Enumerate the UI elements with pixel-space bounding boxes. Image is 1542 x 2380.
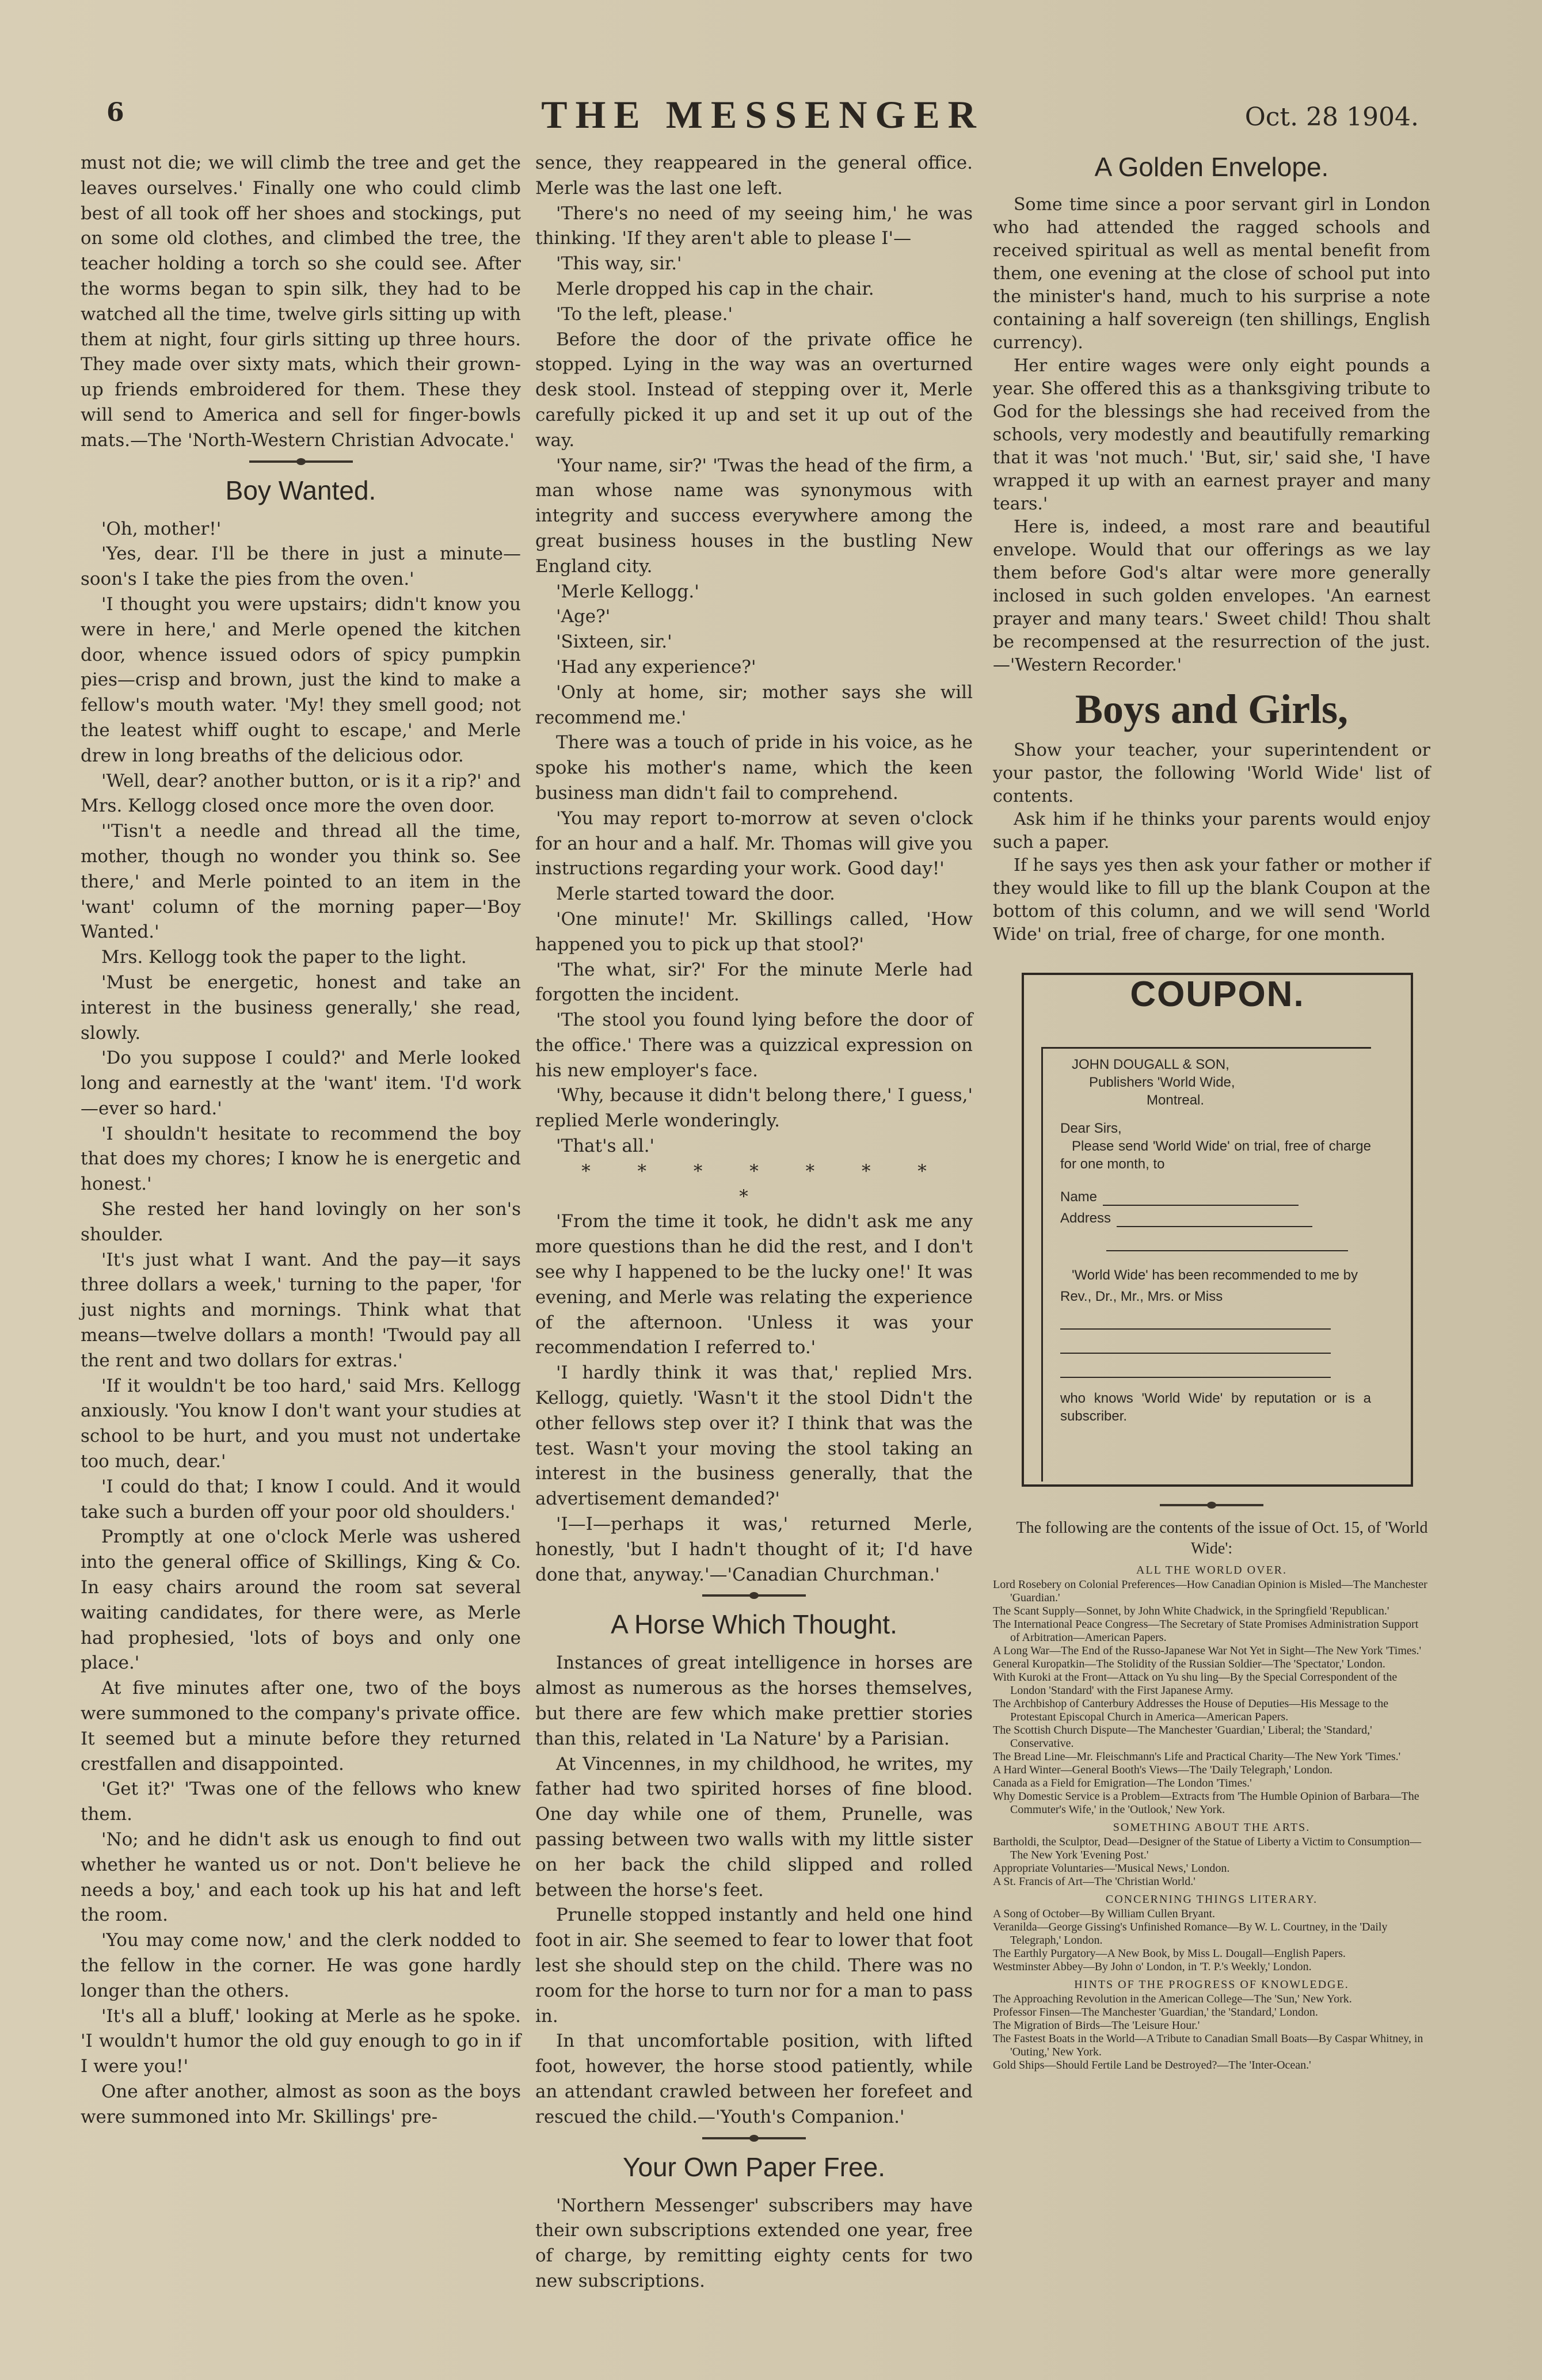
horse-title: A Horse Which Thought. xyxy=(611,1609,897,1640)
name-label: Name xyxy=(1060,1189,1098,1205)
paragraph: There was a touch of pride in his voice, as he spoke his mother's name, which the keen business man didn't fail to comprehend. xyxy=(535,732,973,804)
publisher-name: JOHN DOUGALL & SON, xyxy=(1072,1057,1229,1072)
divider xyxy=(702,2137,806,2139)
recommended-text: 'World Wide' has been recommended to me by xyxy=(1072,1267,1358,1283)
list-item: The Scottish Church Dispute—The Manchester 'Guardian,' Liberal; the 'Standard,' Conservative. xyxy=(993,1724,1372,1750)
list-item: Appropriate Voluntaries—'Musical News,' London. xyxy=(993,1862,1230,1875)
list-item: The Scant Supply—Sonnet, by John White Chadwick, in the Springfield 'Republican.' xyxy=(993,1605,1389,1617)
list-item: Why Domestic Service is a Problem—Extracts from 'The Humble Opinion of Barbara—The Commuter's Wife,' in the 'Outlook,' New York. xyxy=(993,1790,1419,1816)
paragraph: 'I shouldn't hesitate to recommend the boy that does my chores; I know he is energetic and honest.' xyxy=(81,1123,521,1195)
paragraph: At five minutes after one, two of the boys were summoned to the company's private office. It seemed but a minute before they returned crestfallen and disappointed. xyxy=(81,1678,521,1774)
list-item: Lord Rosebery on Colonial Preferences—How Canadian Opinion is Misled—The Manchester 'Guardian.' xyxy=(993,1578,1427,1604)
paragraph: In that uncomfortable position, with lifted foot, however, the horse stood patiently, while an attendant crawled between her forefeet and rescued the child.—'Youth's Companion.' xyxy=(535,2031,973,2127)
publisher-city: Montreal. xyxy=(1147,1092,1205,1108)
paragraph: Her entire wages were only eight pounds a year. She offered this as a thanksgiving tribute to God for the blessings she had received from the schools, very modestly and beautifully remarking that it was 'not much.' 'But, sir,' said she, 'I have wrapped it up with an earnest prayer and many tears.' xyxy=(993,356,1430,514)
reputation-text: who knows 'World Wide' by reputation or is a subscriber. xyxy=(1060,1391,1371,1424)
golden-envelope-title: A Golden Envelope. xyxy=(1094,152,1329,182)
column-3 xyxy=(993,151,1430,2072)
paragraph: 'No; and he didn't ask us enough to find out whether he wanted us or not. Don't believe he needs a boy,' and each took up his hat and left the room. xyxy=(81,1829,521,1926)
boy-wanted-text xyxy=(81,517,521,2130)
paragraph: Here is, indeed, a most rare and beautiful envelope. Would that our offerings as we lay them before God's altar were more generally inclosed in such golden envelopes. 'An earnest prayer and many tears.' Sweet child! Thou shalt be recompensed at the resurrection of the just.—'Western Recorder.' xyxy=(993,517,1430,675)
name-field[interactable] xyxy=(1060,1188,1371,1206)
paragraph: 'That's all.' xyxy=(556,1136,655,1157)
list-item: The Fastest Boats in the World—A Tribute to Canadian Small Boats—By Caspar Whitney, in 'Outing,' New York. xyxy=(993,2032,1423,2058)
paragraph: 'Only at home, sir; mother says she will recommend me.' xyxy=(535,681,973,728)
paragraph: 'Must be energetic, honest and take an interest in the business generally,' she read, slowly. xyxy=(81,972,521,1044)
list-item: The International Peace Congress—The Secretary of State Promises Administration Support of Arbitration—American Papers. xyxy=(993,1618,1419,1644)
paragraph: If he says yes then ask your father or mother if they would like to fill up the blank Coupon at the bottom of this column, and we will send 'World Wide' on trial, free of charge, for one month. xyxy=(993,855,1430,945)
page-header xyxy=(106,92,1419,138)
divider xyxy=(702,1594,806,1597)
paragraph: 'Had any experience?' xyxy=(556,656,756,677)
page-number: 6 xyxy=(106,98,124,127)
publisher-title: Publishers 'World Wide, xyxy=(1089,1075,1235,1090)
paragraph: 'Do you suppose I could?' and Merle looked long and earnestly at the 'want' item. 'I'd work—ever so hard.' xyxy=(81,1048,521,1119)
masthead: THE MESSENGER xyxy=(541,93,984,136)
column-1 xyxy=(81,151,521,2130)
paragraph: Prunelle stopped instantly and held one hind foot in air. She seemed to fear to lower that foot lest she should step on the child. There was no room for the horse to turn nor for a man to pass in. xyxy=(535,1905,973,2027)
paragraph: Ask him if he thinks your parents would enjoy such a paper. xyxy=(993,809,1430,852)
coupon-box xyxy=(1022,973,1413,1487)
paragraph: 'The stool you found lying before the door of the office.' There was a quizzical expression on his new employer's face. xyxy=(535,1010,973,1081)
paragraph: 'The what, sir?' For the minute Merle had forgotten the incident. xyxy=(535,959,973,1006)
address-line[interactable] xyxy=(1117,1213,1312,1227)
contents-heading: The following are the contents of the issue of Oct. 15, of 'World Wide': xyxy=(1016,1519,1428,1558)
request-text: Please send 'World Wide' on trial, free of charge for one month, to xyxy=(1060,1138,1371,1172)
paragraph: Merle started toward the door. xyxy=(556,884,835,905)
list-item: General Kuropatkin—The Stolidity of the Russian Soldier—The 'Spectator,' London. xyxy=(993,1658,1385,1670)
paragraph: 'Why, because it didn't belong there,' I guess,' replied Merle wonderingly. xyxy=(535,1085,973,1132)
list-item: Gold Ships—Should Fertile Land be Destroyed?—The 'Inter-Ocean.' xyxy=(993,2059,1311,2071)
list-item: The Migration of Birds—The 'Leisure Hour.' xyxy=(993,2019,1200,2032)
section-title: CONCERNING THINGS LITERARY. xyxy=(1105,1893,1318,1906)
paragraph: 'Oh, mother!' xyxy=(101,518,222,539)
list-item: A Long War—The End of the Russo-Japanese War Not Yet in Sight—The New York 'Times.' xyxy=(993,1644,1422,1657)
recommender-line-2[interactable] xyxy=(1060,1330,1331,1354)
paragraph: 'Yes, dear. I'll be there in just a minute—soon's I take the pies from the oven.' xyxy=(81,543,521,590)
list-item: Westminster Abbey—By John o' London, in 'T. P.'s Weekly,' London. xyxy=(993,1960,1312,1973)
paragraph: 'To the left, please.' xyxy=(556,303,733,325)
list-item: The Earthly Purgatory—A New Book, by Miss L. Dougall—English Papers. xyxy=(993,1947,1346,1960)
paragraph: 'I hardly think it was that,' replied Mrs. Kellogg, quietly. 'Wasn't it the stool Didn't the other fellows step over it? I think that was the test. Wasn't your moving the stool taking an interest in the business generally, that the advertisement demanded?' xyxy=(535,1362,973,1510)
paragraph: sence, they reappeared in the general office. Merle was the last one left. xyxy=(535,153,973,199)
issue-date: Oct. 28 1904. xyxy=(1244,102,1419,132)
address-label: Address xyxy=(1060,1210,1111,1226)
list-item: A Song of October—By William Cullen Bryant. xyxy=(993,1907,1216,1920)
recommender-title: Rev., Dr., Mr., Mrs. or Miss xyxy=(1060,1289,1223,1304)
paragraph: 'Northern Messenger' subscribers may have their own subscriptions extended one year, free of charge, by remitting eighty cents for two new subscriptions. xyxy=(535,2195,973,2291)
paragraph: 'You may report to-morrow at seven o'clock for an hour and a half. Mr. Thomas will give you instructions regarding your work. Good day!' xyxy=(535,808,973,879)
list-item: With Kuroki at the Front—Attack on Yu shu ling—By the Special Correspondent of the London 'Standard' with the First Japanese Army. xyxy=(993,1671,1398,1697)
paragraph: 'There's no need of my seeing him,' he was thinking. 'If they aren't able to please I'— xyxy=(535,203,973,249)
paragraph: 'Age?' xyxy=(556,606,611,627)
address-field[interactable] xyxy=(1060,1209,1371,1227)
list-item: A Hard Winter—General Booth's Views—The 'Daily Telegraph,' London. xyxy=(993,1764,1333,1776)
paragraph: 'Merle Kellogg.' xyxy=(556,581,699,602)
paragraph: Show your teacher, your superintendent or your pastor, the following 'World Wide' list of contents. xyxy=(993,740,1430,806)
section-title: HINTS OF THE PROGRESS OF KNOWLEDGE. xyxy=(1074,1978,1349,1991)
paragraph: 'If it wouldn't be too hard,' said Mrs. Kellogg anxiously. 'You know I don't want your studies at school to be hurt, and you must not undertake too much, dear.' xyxy=(81,1375,521,1472)
coupon-title: COUPON. xyxy=(1130,974,1305,1014)
paragraph: 'This way, sir.' xyxy=(556,253,682,275)
list-item: The Approaching Revolution in the American College—The 'Sun,' New York. xyxy=(993,1993,1352,2005)
list-item: The Archbishop of Canterbury Addresses the House of Deputies—His Message to the Protestant Episcopal Church in America—American Papers. xyxy=(993,1697,1389,1723)
paragraph: Instances of great intelligence in horses are almost as numerous as the horses themselves, but there are few which make prettier stories than this, related in 'La Nature' by a Parisian. xyxy=(535,1652,973,1749)
salutation: Dear Sirs, xyxy=(1060,1121,1122,1136)
paragraph: 'It's all a bluff,' looking at Merle as he spoke. 'I wouldn't humor the old guy enough to go in if I were you!' xyxy=(81,2005,521,2077)
divider xyxy=(1160,1504,1263,1506)
column-2 xyxy=(535,151,973,2294)
section-title: ALL THE WORLD OVER. xyxy=(1136,1564,1288,1576)
paragraph: 'From the time it took, he didn't ask me any more questions than he did the rest, and I don't see why I happened to be the lucky one!' It was evening, and Merle was relating the experience of the afternoon. 'Unless it was your recommendation I referred to.' xyxy=(535,1211,973,1358)
paragraph: Promptly at one o'clock Merle was ushered into the general office of Skillings, King & Co. In easy chairs around the room sat several waiting candidates, for there were, as Merle had prophesied, 'lots of boys and only one place.' xyxy=(81,1526,521,1674)
paragraph: She rested her hand lovingly on her son's shoulder. xyxy=(81,1199,521,1245)
name-line[interactable] xyxy=(1103,1192,1299,1206)
paragraph: One after another, almost as soon as the boys were summoned into Mr. Skillings' pre- xyxy=(81,2081,521,2127)
paragraph: 'I thought you were upstairs; didn't know you were in here,' and Merle opened the kitchen door, whence issued odors of spicy pumpkin pies—crisp and brown, just the kind to make a fellow's mouth water. 'My! they smell good; not the leatest whiff ought to escape,' and Merle drew in long breaths of the delicious odor. xyxy=(81,593,521,766)
paragraph: Mrs. Kellogg took the paper to the light. xyxy=(101,947,467,968)
paragraph: At Vincennes, in my childhood, he writes, my father had two spirited horses of fine blood. One day while one of them, Prunelle, was passing between two walls with my little sister on her back the child slipped and rolled between the horse's feet. xyxy=(535,1753,973,1901)
list-item: Veranilda—George Gissing's Unfinished Romance—By W. L. Courtney, in the 'Daily Telegraph,' London. xyxy=(993,1921,1388,1947)
silk-story-end: must not die; we will climb the tree and get the leaves ourselves.' Finally one who could climb best of all took off her shoes and stockings, put on some old clothes, and climbed the tree, the teacher holding a torch so she could see. After the worms began to spin silk, they had to be watched all the time, twelve girls sitting up with them at night, four girls sitting up three hours. They made over sixty mats, which their grown-up friends embroidered for them. These they will send to America and sell for finger-bowls mats.—The 'North-Western Christian Advocate.' xyxy=(81,153,521,451)
free-paper-title: Your Own Paper Free. xyxy=(623,2151,885,2182)
list-item: A St. Francis of Art—The 'Christian World.' xyxy=(993,1875,1195,1888)
recommender-line-3[interactable] xyxy=(1060,1354,1331,1378)
paragraph: 'You may come now,' and the clerk nodded to the fellow in the corner. He was gone hardly longer than the others. xyxy=(81,1930,521,2001)
paragraph: Before the door of the private office he stopped. Lying in the way was an overturned desk stool. Instead of stepping over it, Merle carefully picked it up and set it up out of the way. xyxy=(535,329,973,451)
paragraph: 'One minute!' Mr. Skillings called, 'How happened you to pick up that stool?' xyxy=(535,908,973,955)
list-item: Bartholdi, the Sculptor, Dead—Designer of the Statue of Liberty a Victim to Consumption—The New York 'Evening Post.' xyxy=(993,1836,1422,1861)
coupon-form xyxy=(1041,1047,1371,1482)
paragraph: Some time since a poor servant girl in London who had attended the ragged schools and received spiritual as well as mental benefit from them, one evening at the close of school put into the minister's hand, much to his surprise a note containing a half sovereign (ten shillings, English currency). xyxy=(993,195,1430,353)
paragraph: 'I—I—perhaps it was,' returned Merle, honestly, 'but I hadn't thought of it; I'd have done that, anyway.'—'Canadian Churchman.' xyxy=(535,1514,973,1585)
list-item: Canada as a Field for Emigration—The London 'Times.' xyxy=(993,1777,1252,1789)
section-title: SOMETHING ABOUT THE ARTS. xyxy=(1113,1821,1311,1834)
paragraph: 'Sixteen, sir.' xyxy=(556,631,672,653)
section-break-stars: * * * * * * * * xyxy=(581,1160,947,1207)
paragraph: 'I could do that; I know I could. And it would take such a burden off your poor old shoulders.' xyxy=(81,1476,521,1522)
world-wide-contents xyxy=(993,1518,1430,2072)
paragraph: ''Tisn't a needle and thread all the time, mother, though no wonder you think so. See there,' and Merle pointed to an item in the 'want' column of the morning paper—'Boy Wanted.' xyxy=(81,821,521,943)
list-item: The Bread Line—Mr. Fleischmann's Life and Practical Charity—The New York 'Times.' xyxy=(993,1750,1401,1763)
paragraph: 'Get it?' 'Twas one of the fellows who knew them. xyxy=(81,1779,521,1825)
paragraph: 'Your name, sir?' 'Twas the head of the firm, a man whose name was synonymous with integrity and success everywhere among the great business houses in the bustling New England city. xyxy=(535,455,973,577)
divider xyxy=(249,460,353,463)
paragraph: 'Well, dear? another button, or is it a rip?' and Mrs. Kellogg closed once more the oven door. xyxy=(81,770,521,817)
paragraph: 'It's just what I want. And the pay—it says three dollars a week,' turning to the paper, 'for just nights and mornings. Think what that means—twelve dollars a month! 'Twould pay all the rent and two dollars for extras.' xyxy=(81,1249,521,1371)
recommender-line-1[interactable] xyxy=(1060,1305,1331,1330)
list-item: Professor Finsen—The Manchester 'Guardian,' the 'Standard,' London. xyxy=(993,2006,1318,2019)
address-line-2[interactable] xyxy=(1106,1227,1348,1251)
boys-and-girls-title: Boys and Girls, xyxy=(1075,686,1349,732)
boy-wanted-title: Boy Wanted. xyxy=(225,475,376,505)
paragraph: Merle dropped his cap in the chair. xyxy=(556,278,874,299)
